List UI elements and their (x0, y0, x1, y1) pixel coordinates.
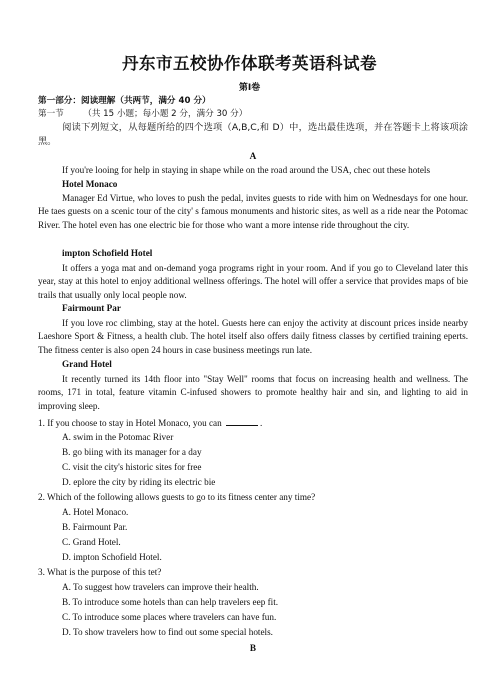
option: C. To introduce some places where travelers can have fun. (62, 612, 277, 622)
hotel-description (38, 262, 468, 302)
part-heading: 第一部分：阅读理解（共两节，满分 40 分） (38, 96, 211, 106)
option: D. To show travelers how to find out some special hotels. (62, 627, 273, 637)
volume-label: 第Ⅰ卷 (238, 83, 261, 93)
passage-letter-b: B (249, 643, 257, 653)
option: C. Grand Hotel. (62, 537, 121, 547)
page-title: 丹东市五校协作体联考英语科试卷 (122, 54, 377, 73)
hotel-name: Fairmount Par (62, 303, 121, 313)
section-line (38, 108, 468, 121)
hotel-description (38, 373, 468, 413)
option: D. impton Schofield Hotel. (62, 552, 162, 562)
hotel-text: It recently turned its 14th floor into "Stay Well" rooms that focus on increasing health and wellness. The rooms, 171 in total, feature vitamin C-infused showers to promote healthy hair and sin, and lighting to aid in improving sleep. (38, 374, 468, 411)
blank-suffix: . (260, 418, 263, 428)
hotel-text: It offers a yoga mat and on-demand yoga programs right in your room. And if you go to Cleveland later this year, stay at this hotel to enjoy additional wellness offerings. The hotel will offer a service that provides maps of bie trails that usually only local people now. (38, 263, 468, 300)
option: D. eplore the city by riding its electric bie (62, 477, 216, 487)
hotel-name: Grand Hotel (62, 359, 112, 369)
question-stem: 3. What is the purpose of this tet? (38, 567, 162, 577)
option: A. swim in the Potomac River (62, 432, 174, 442)
hotel-name: impton Schofield Hotel (62, 248, 153, 258)
section-info: （共 15 小题；每小题 2 分，满分 30 分） (83, 109, 248, 119)
passage-intro (38, 164, 468, 177)
answer-blank (226, 416, 258, 426)
question-stem (38, 416, 262, 428)
instructions (38, 121, 468, 149)
option: C. visit the city's historic sites for free (62, 462, 202, 472)
option: B. go biing with its manager for a day (62, 447, 202, 457)
intro-text: If you're looing for help in staying in shape while on the road around the USA, chec out these hotels (62, 165, 431, 175)
option: A. Hotel Monaco. (62, 507, 129, 517)
hotel-description (38, 192, 468, 232)
instruction-text: 阅读下列短文，从每题所给的四个选项（A,B,C,和 D）中，选出最佳选项，并在答题卡上将该项涂黑。 (38, 122, 468, 147)
hotel-text: If you love roc climbing, stay at the hotel. Guests here can enjoy the activity at discount prices inside nearby Laeshore Sport & Fitness, a health club. The hotel itself also offers daily fitness classes by certified training eperts. The fitness center is also open 24 hours in case business meetings run late. (38, 318, 468, 355)
question-text: 1. If you choose to stay in Hotel Monaco, you can (38, 418, 222, 428)
section-label: 第一节 (38, 109, 64, 119)
option: B. To introduce some hotels than can help travelers eep fit. (62, 597, 279, 607)
hotel-name: Hotel Monaco (62, 179, 118, 189)
hotel-text: Manager Ed Virtue, who loves to push the pedal, invites guests to ride with him on Wednesdays for one hour. He taes guests on a scenic tour of the city' s famous monuments and historic sites, as well as a ride near the Potomac River. The hotel even has one electric bie for those who want a more intense ride throughout the city. (38, 193, 468, 230)
question-stem: 2. Which of the following allows guests to go to its fitness center any time? (38, 492, 316, 502)
hotel-description (38, 317, 468, 357)
option: B. Fairmount Par. (62, 522, 128, 532)
option: A. To suggest how travelers can improve their health. (62, 582, 259, 592)
passage-letter-a: A (249, 151, 257, 161)
